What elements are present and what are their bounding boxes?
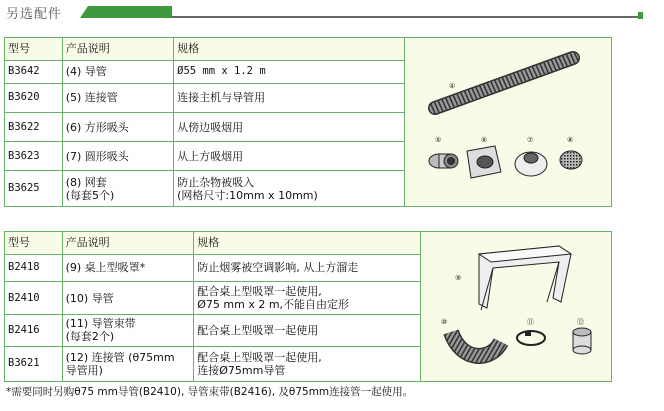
- description-cell: [62, 315, 194, 346]
- hose-icon: [451, 332, 501, 356]
- model-cell: B2416: [5, 315, 63, 346]
- model-cell: B3623: [5, 142, 63, 171]
- description-cell: (10) 导管: [62, 281, 194, 314]
- model-cell: B3625: [5, 171, 63, 207]
- label-11: ⑪: [526, 318, 534, 326]
- model-cell: B3620: [5, 83, 63, 112]
- description-line-1: (12) 连接管 (θ75mm: [65, 350, 175, 364]
- accessories-drawing: [421, 232, 611, 378]
- clamp-band-icon: [517, 331, 545, 345]
- table-header-row: [5, 232, 612, 255]
- table-header-row: [5, 38, 612, 61]
- model-cell: B3642: [5, 60, 63, 83]
- spec-line-2: Ø75 mm x 2 m,不能自由定形: [197, 298, 350, 312]
- model-cell: B3621: [5, 346, 63, 381]
- spec-cell: [174, 171, 405, 207]
- spec-cell: Ø55 mm x 1.2 m: [174, 60, 405, 83]
- accessory-table-2: [4, 231, 612, 382]
- column-header-spec: 规格: [194, 232, 421, 255]
- label-10: ⑩: [440, 318, 448, 326]
- label-9: ⑨: [454, 274, 462, 282]
- accessory-illustration-1: [404, 38, 611, 207]
- duct-icon: [435, 58, 573, 108]
- description-cell: (9) 桌上型吸罩*: [62, 254, 194, 281]
- spec-cell: [194, 281, 421, 314]
- label-5: ⑤: [434, 136, 442, 144]
- description-cell: [62, 346, 194, 381]
- accessories-drawing: [405, 38, 611, 203]
- spec-cell: 从上方吸烟用: [174, 142, 405, 171]
- accessory-table-1: [4, 37, 612, 207]
- spec-line-1: 防止杂物被吸入: [177, 175, 255, 189]
- spec-cell: 连接主机与导管用: [174, 83, 405, 112]
- spec-cell: [194, 346, 421, 381]
- model-cell: B2418: [5, 254, 63, 281]
- spec-line-2: 连接Ø75mm导管: [197, 363, 286, 377]
- spec-cell: 配合桌上型吸罩一起使用: [194, 315, 421, 346]
- connector-75mm-icon: [573, 328, 591, 354]
- column-header-model: 型号: [5, 38, 63, 61]
- column-header-model: 型号: [5, 232, 63, 255]
- description-line-1: (11) 导管束带: [65, 317, 136, 331]
- footnote: *需要同时另购θ75 mm导管(B2410), 导管束带(B2416), 及θ75mm连接管一起使用。: [6, 386, 414, 398]
- label-12: ⑫: [576, 318, 584, 326]
- column-header-spec: 规格: [174, 38, 405, 61]
- accessory-illustration-2: [420, 232, 611, 382]
- spec-line-1: 配合桌上型吸罩一起使用,: [197, 350, 322, 364]
- header-divider: [172, 16, 642, 18]
- model-cell: B3622: [5, 113, 63, 142]
- description-cell: (5) 连接管: [62, 83, 173, 112]
- spec-cell: 从傍边吸烟用: [174, 113, 405, 142]
- description-cell: (7) 圆形吸头: [62, 142, 173, 171]
- connector-pipe-icon: [429, 154, 458, 168]
- label-4: ④: [448, 82, 456, 90]
- column-header-description: 产品说明: [62, 232, 194, 255]
- description-line-2: (每套5个): [65, 188, 115, 202]
- label-6: ⑥: [480, 136, 488, 144]
- description-line-2: 导管用): [65, 363, 103, 377]
- round-nozzle-icon: [515, 152, 547, 176]
- square-nozzle-icon: [467, 146, 501, 178]
- section-title: 另选配件: [6, 7, 63, 22]
- description-cell: (4) 导管: [62, 60, 173, 83]
- label-7: ⑦: [526, 136, 534, 144]
- description-line-2: (每套2个): [65, 330, 115, 344]
- header-accent-bar: [80, 6, 172, 18]
- model-cell: B2410: [5, 281, 63, 314]
- desktop-hood-icon: [479, 246, 571, 310]
- description-cell: (6) 方形吸头: [62, 113, 173, 142]
- label-8: ⑧: [566, 136, 574, 144]
- spec-line-1: 配合桌上型吸罩一起使用,: [197, 285, 322, 299]
- mesh-net-icon: [560, 151, 582, 169]
- description-cell: [62, 171, 173, 207]
- spec-cell: 防止烟雾被空调影响, 从上方溜走: [194, 254, 421, 281]
- column-header-description: 产品说明: [62, 38, 173, 61]
- header-end-mark: [638, 12, 643, 19]
- spec-line-2: (网格尺寸:10mm x 10mm): [177, 188, 318, 202]
- description-line-1: (8) 网套: [65, 175, 107, 189]
